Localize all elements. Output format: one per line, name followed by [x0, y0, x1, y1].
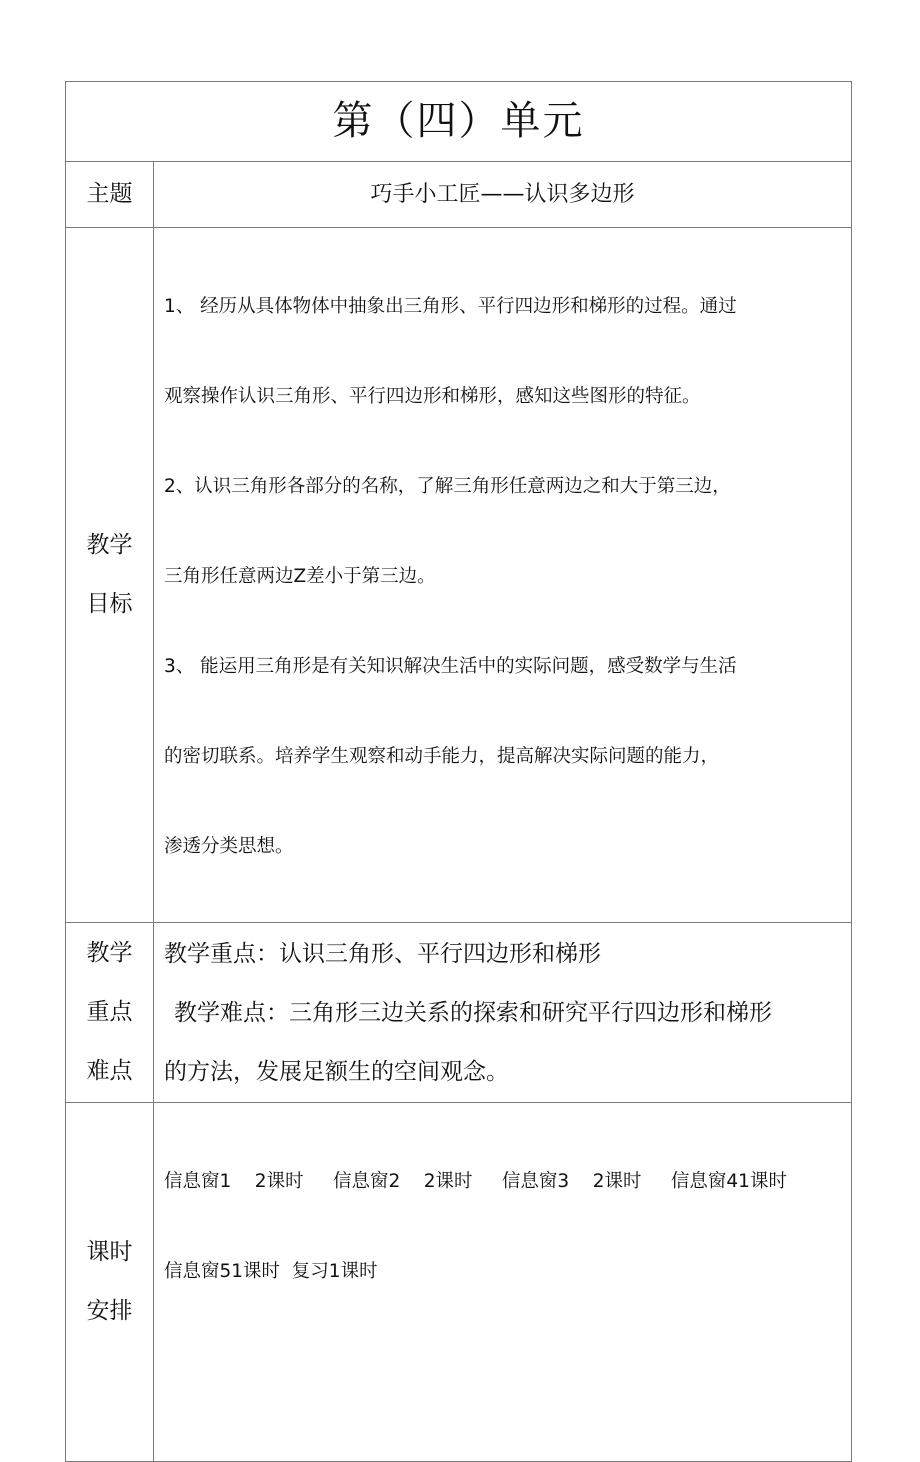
goals-row — [66, 228, 852, 923]
topic-content-cell — [154, 162, 852, 228]
title-cell — [66, 82, 852, 162]
topic-label-cell — [66, 162, 154, 228]
schedule-content-cell — [154, 1103, 852, 1462]
goals-content-cell — [154, 228, 852, 923]
schedule-label-line-2: 安排 — [86, 1298, 133, 1324]
unit-title: 第（四）单元 — [332, 98, 585, 144]
goals-label-cell — [66, 228, 154, 923]
goals-label-line-1: 教学 — [86, 532, 133, 558]
keys-label-line-3: 难点 — [86, 1058, 133, 1084]
goals-line: 2、认识三角形各部分的名称，了解三角形任意两边之和大于第三边， — [164, 476, 731, 497]
keys-label-cell — [66, 923, 154, 1103]
goals-line: 三角形任意两边Z差小于第三边。 — [164, 566, 436, 587]
keys-text — [154, 923, 851, 1102]
difficulty-text-line-1: 教学难点：三角形三边关系的探索和研究平行四边形和梯形 — [174, 1000, 772, 1026]
schedule-line-1: 信息窗1 2课时 信息窗2 2课时 信息窗3 2课时 信息窗41课时 — [164, 1171, 787, 1192]
goals-line: 3、 能运用三角形是有关知识解决生活中的实际问题，感受数学与生活 — [164, 656, 737, 677]
goals-line: 的密切联系。培养学生观察和动手能力，提高解决实际问题的能力， — [164, 746, 720, 767]
goals-text — [154, 228, 851, 922]
schedule-label-line-1: 课时 — [86, 1239, 133, 1265]
keys-row — [66, 923, 852, 1103]
schedule-text — [154, 1103, 851, 1347]
goals-line: 渗透分类思想。 — [164, 836, 294, 857]
difficulty-text-line-2: 的方法，发展足额生的空间观念。 — [164, 1059, 509, 1085]
goals-line: 1、 经历从具体物体中抽象出三角形、平行四边形和梯形的过程。通过 — [164, 296, 737, 317]
key-point-text: 教学重点：认识三角形、平行四边形和梯形 — [164, 941, 601, 967]
schedule-row — [66, 1103, 852, 1462]
topic-row — [66, 162, 852, 228]
keys-content-cell — [154, 923, 852, 1103]
keys-label-line-2: 重点 — [86, 999, 133, 1025]
goals-line: 观察操作认识三角形、平行四边形和梯形，感知这些图形的特征。 — [164, 386, 701, 407]
unit-plan-table — [65, 81, 852, 1462]
schedule-line-2: 信息窗51课时 复习1课时 — [164, 1261, 378, 1282]
goals-label-line-2: 目标 — [86, 591, 133, 617]
keys-label-line-1: 教学 — [86, 940, 133, 966]
schedule-label-cell — [66, 1103, 154, 1462]
topic-text: 巧手小工匠——认识多边形 — [370, 182, 635, 207]
title-row — [66, 82, 852, 162]
topic-label: 主题 — [86, 181, 133, 207]
